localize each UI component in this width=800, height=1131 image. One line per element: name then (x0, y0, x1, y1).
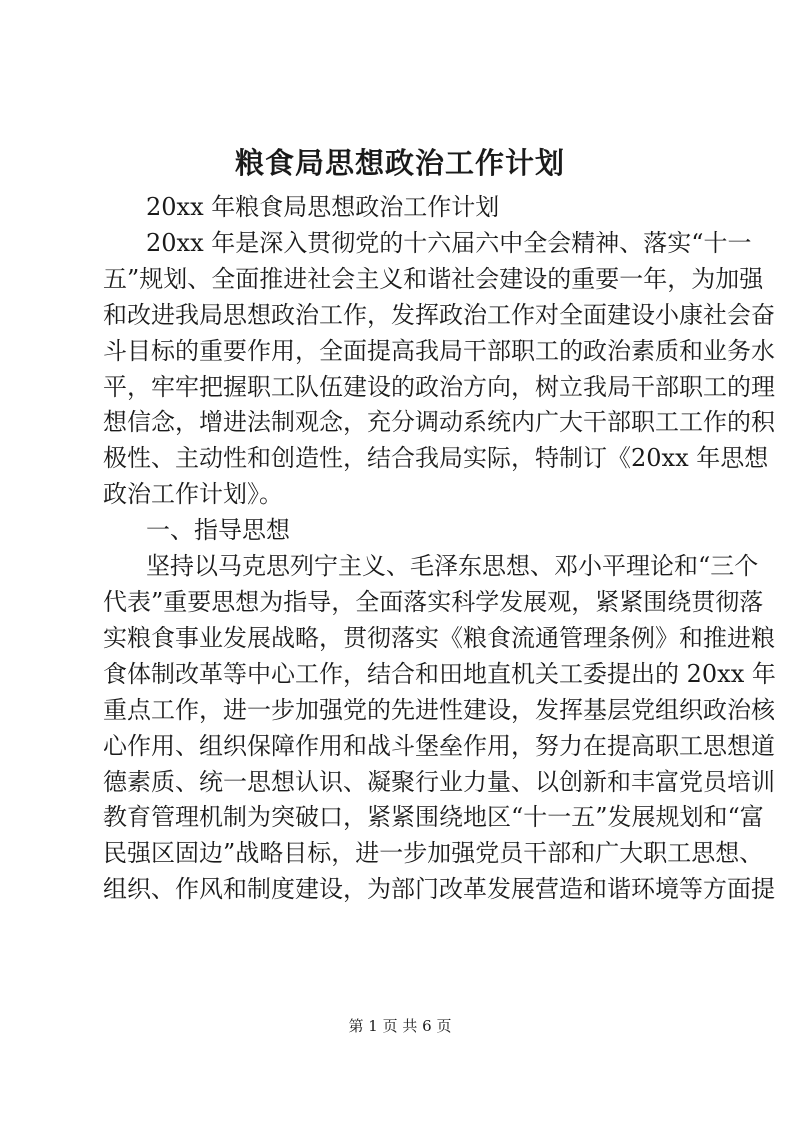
paragraph-line: 重点工作，进一步加强党的先进性建设，发挥基层党组织政治核 (103, 695, 775, 724)
paragraph-line: 和改进我局思想政治工作，发挥政治工作对全面建设小康社会奋 (103, 300, 775, 329)
paragraph-line: 斗目标的重要作用，全面提高我局干部职工的政治素质和业务水 (103, 336, 775, 365)
paragraph-line: 政治工作计划》。 (103, 480, 283, 509)
paragraph-line: 一、指导思想 (146, 516, 290, 545)
document-title: 粮食局思想政治工作计划 (234, 146, 565, 180)
page-footer: 第 1 页 共 6 页 (348, 1017, 452, 1035)
paragraph-subtitle (103, 190, 703, 226)
paragraph-line: 坚持以马克思列宁主义、毛泽东思想、邓小平理论和“三个 (146, 552, 759, 581)
section-heading (103, 513, 703, 549)
paragraph-guiding-thought (103, 549, 776, 908)
paragraph-line: 20xx 年粮食局思想政治工作计划 (146, 193, 500, 221)
paragraph-line: 德素质、统一思想认识、凝聚行业力量、以创新和丰富党员培训 (103, 767, 775, 796)
paragraph-line: 教育管理机制为突破口，紧紧围绕地区“十一五”发展规划和“富 (103, 803, 764, 832)
paragraph-intro (103, 226, 775, 513)
paragraph-line: 五”规划、全面推进社会主义和谐社会建设的重要一年，为加强 (103, 264, 764, 293)
paragraph-line: 想信念，增进法制观念，充分调动系统内广大干部职工工作的积 (103, 408, 775, 437)
paragraph-line: 代表”重要思想为指导，全面落实科学发展观，紧紧围绕贯彻落 (103, 587, 764, 616)
document-body (103, 190, 776, 908)
paragraph-line: 食体制改革等中心工作，结合和田地直机关工委提出的 20xx 年 (103, 659, 776, 688)
paragraph-line: 20xx 年是深入贯彻党的十六届六中全会精神、落实“十一 (146, 228, 752, 257)
paragraph-line: 实粮食事业发展战略，贯彻落实《粮食流通管理条例》和推进粮 (103, 623, 775, 652)
paragraph-line: 平，牢牢把握职工队伍建设的政治方向，树立我局干部职工的理 (103, 372, 775, 401)
paragraph-line: 组织、作风和制度建设，为部门改革发展营造和谐环境等方面提 (103, 875, 775, 904)
paragraph-line: 极性、主动性和创造性，结合我局实际，特制订《20xx 年思想 (103, 444, 769, 473)
paragraph-line: 民强区固边”战略目标，进一步加强党员干部和广大职工思想、 (103, 839, 764, 868)
paragraph-line: 心作用、组织保障作用和战斗堡垒作用，努力在提高职工思想道 (103, 731, 775, 760)
